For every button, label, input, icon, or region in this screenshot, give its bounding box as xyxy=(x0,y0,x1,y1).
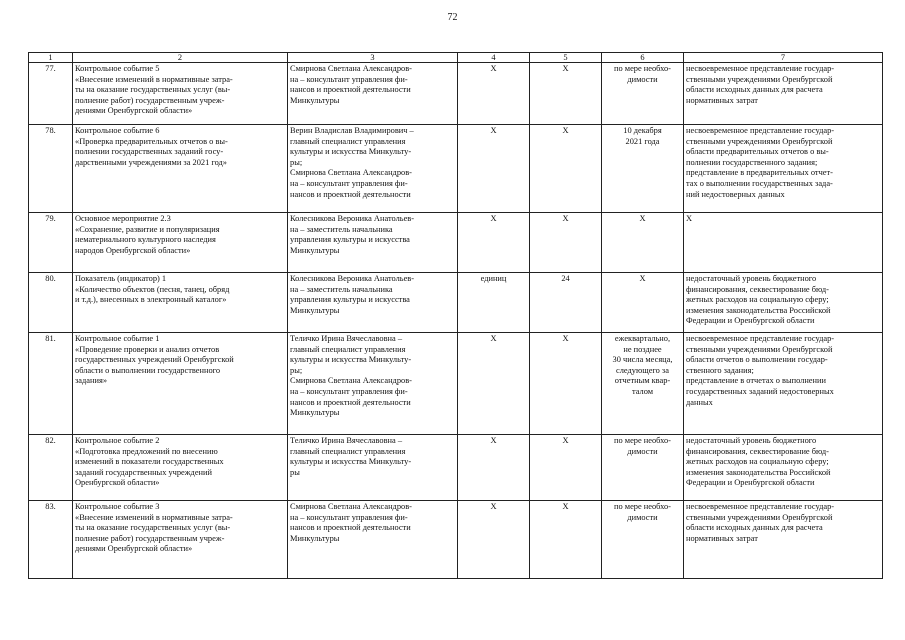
cell-line: дениями Оренбургской области» xyxy=(75,106,193,116)
cell-line: Контрольное событие 1 xyxy=(75,334,160,343)
column-header-6: 6 xyxy=(602,53,684,63)
cell-line: несвоевременное представление государ- xyxy=(686,502,835,511)
value-cell xyxy=(530,273,602,333)
cell-line: финансирования, секвестирование бюд- xyxy=(686,284,829,294)
responsible-cell xyxy=(288,333,458,435)
deadline-cell xyxy=(602,273,684,333)
cell-line: Федерации и Оренбургской области xyxy=(686,478,815,488)
cell-line: X xyxy=(562,214,569,223)
deadline-cell xyxy=(602,435,684,501)
plan-table xyxy=(28,52,883,579)
value-cell xyxy=(530,501,602,579)
column-header-3: 3 xyxy=(288,53,458,63)
cell-line: Основное мероприятие 2.3 xyxy=(75,214,171,223)
table-row xyxy=(29,435,883,501)
cell-line: X xyxy=(639,214,646,223)
cell-line: 24 xyxy=(561,274,570,283)
column-header-1: 1 xyxy=(29,53,73,63)
cell-line: Минкультуры xyxy=(290,305,340,315)
row-number: 79. xyxy=(29,213,73,273)
responsible-cell xyxy=(288,125,458,213)
risks-cell xyxy=(684,435,883,501)
event-cell xyxy=(73,333,288,435)
cell-line: Колесникова Вероника Анатольев- xyxy=(290,214,415,223)
cell-line: Контрольное событие 2 xyxy=(75,436,160,445)
cell-line: X xyxy=(562,502,569,511)
cell-line: «Подготовка предложений по внесению xyxy=(75,446,218,456)
cell-line: X xyxy=(490,502,497,511)
cell-line: культуры и искусства Минкульту- xyxy=(290,147,412,157)
column-header-7: 7 xyxy=(684,53,883,63)
event-cell xyxy=(73,213,288,273)
cell-line: «Проверка предварительных отчетов о вы- xyxy=(75,136,228,146)
table-row xyxy=(29,63,883,125)
cell-line: тах о выполнении государственных зада- xyxy=(686,178,833,188)
deadline-cell xyxy=(602,213,684,273)
cell-line: 2021 года xyxy=(625,136,660,146)
event-cell xyxy=(73,63,288,125)
cell-line: полнение работ) государственным учреж- xyxy=(75,95,225,105)
table-row xyxy=(29,273,883,333)
cell-line: X xyxy=(639,274,646,283)
cell-line: Минкультуры xyxy=(290,95,340,105)
cell-line: нематериального культурного наследия xyxy=(75,235,216,245)
cell-line: X xyxy=(490,214,497,223)
row-number: 78. xyxy=(29,125,73,213)
cell-line: на – консультант управления фи- xyxy=(290,74,408,84)
value-cell xyxy=(530,333,602,435)
risks-cell xyxy=(684,273,883,333)
cell-line: по мере необхо- xyxy=(614,436,671,445)
unit-cell xyxy=(458,125,530,213)
cell-line: ты на оказание государственных услуг (вы- xyxy=(75,523,231,533)
event-cell xyxy=(73,273,288,333)
risks-cell xyxy=(684,333,883,435)
cell-line: на – консультант управления фи- xyxy=(290,386,408,396)
cell-line: X xyxy=(562,64,569,73)
event-cell xyxy=(73,501,288,579)
table-row xyxy=(29,501,883,579)
cell-line: ры; xyxy=(290,365,303,375)
cell-line: на – консультант управления фи- xyxy=(290,512,408,522)
cell-line: народов Оренбургской области» xyxy=(75,245,191,255)
cell-line: единиц xyxy=(480,274,507,283)
cell-line: отчетным квар- xyxy=(614,376,671,386)
cell-line: «Внесение изменений в нормативные затра- xyxy=(75,74,233,84)
cell-line: финансирования, секвестирование бюд- xyxy=(686,446,829,456)
cell-line: 10 декабря xyxy=(623,126,662,135)
cell-line: области предварительных отчетов о вы- xyxy=(686,147,829,157)
column-header-5: 5 xyxy=(530,53,602,63)
row-number: 80. xyxy=(29,273,73,333)
cell-line: X xyxy=(490,334,497,343)
event-cell xyxy=(73,125,288,213)
cell-line: Контрольное событие 3 xyxy=(75,502,160,511)
cell-line: 30 числа месяца, xyxy=(612,355,673,365)
value-cell xyxy=(530,435,602,501)
cell-line: на – заместитель начальника xyxy=(290,284,393,294)
cell-line: Федерации и Оренбургской области xyxy=(686,316,815,326)
deadline-cell xyxy=(602,63,684,125)
cell-line: управления культуры и искусства xyxy=(290,295,410,305)
cell-line: ственными учреждениями Оренбургской xyxy=(686,74,833,84)
cell-line: несвоевременное представление государ- xyxy=(686,64,835,73)
cell-line: нормативных затрат xyxy=(686,95,758,105)
cell-line: жетных расходов на социальную сферу; xyxy=(686,457,829,467)
cell-line: дарственными учреждениями за 2021 год» xyxy=(75,157,227,167)
cell-line: нансов и проектной деятельности xyxy=(290,189,411,199)
deadline-cell xyxy=(602,501,684,579)
cell-line: управления культуры и искусства xyxy=(290,235,410,245)
cell-line: Смирнова Светлана Александров- xyxy=(290,502,412,511)
cell-line: димости xyxy=(627,512,658,522)
cell-line: несвоевременное представление государ- xyxy=(686,334,835,343)
cell-line: X xyxy=(490,126,497,135)
cell-line: следующего за xyxy=(616,365,669,375)
cell-line: по мере необхо- xyxy=(614,64,671,73)
cell-line: димости xyxy=(627,74,658,84)
cell-line: дениями Оренбургской области» xyxy=(75,544,193,554)
column-header-4: 4 xyxy=(458,53,530,63)
cell-line: полнении государственных заданий госу- xyxy=(75,147,224,157)
cell-line: Смирнова Светлана Александров- xyxy=(290,376,412,386)
cell-line: Контрольное событие 5 xyxy=(75,64,160,73)
cell-line: Колесникова Вероника Анатольев- xyxy=(290,274,415,283)
cell-line: «Внесение изменений в нормативные затра- xyxy=(75,512,233,522)
cell-line: недостаточный уровень бюджетного xyxy=(686,274,817,283)
cell-line: талом xyxy=(631,386,654,396)
unit-cell xyxy=(458,333,530,435)
cell-line: ственными учреждениями Оренбургской xyxy=(686,344,833,354)
unit-cell xyxy=(458,213,530,273)
cell-line: ры xyxy=(290,467,300,477)
risks-cell xyxy=(684,63,883,125)
cell-line: ственными учреждениями Оренбургской xyxy=(686,512,833,522)
cell-line: «Сохранение, развитие и популяризация xyxy=(75,224,220,234)
cell-line: области отчетов о выполнении государ- xyxy=(686,355,828,365)
cell-line: области исходных данных для расчета xyxy=(686,523,823,533)
unit-cell xyxy=(458,435,530,501)
cell-line: заданий государственных учреждений xyxy=(75,467,212,477)
table-row xyxy=(29,213,883,273)
cell-line: несвоевременное представление государ- xyxy=(686,126,835,135)
cell-line: димости xyxy=(627,446,658,456)
cell-line: нансов и проектной деятельности xyxy=(290,397,411,407)
cell-line: Оренбургской области» xyxy=(75,478,160,488)
cell-line: на – заместитель начальника xyxy=(290,224,393,234)
cell-line: «Проведение проверки и анализ отчетов xyxy=(75,344,220,354)
cell-line: нормативных затрат xyxy=(686,533,758,543)
row-number: 81. xyxy=(29,333,73,435)
cell-line: и т.д.), внесенных в электронный каталог» xyxy=(75,295,227,305)
cell-line: задания» xyxy=(75,376,108,386)
cell-line: недостаточный уровень бюджетного xyxy=(686,436,817,445)
cell-line: главный специалист управления xyxy=(290,136,406,146)
cell-line: не позднее xyxy=(623,344,662,354)
cell-line: Контрольное событие 6 xyxy=(75,126,160,135)
row-number: 83. xyxy=(29,501,73,579)
deadline-cell xyxy=(602,125,684,213)
cell-line: главный специалист управления xyxy=(290,344,406,354)
responsible-cell xyxy=(288,213,458,273)
risks-cell xyxy=(684,213,883,273)
cell-line: Показатель (индикатор) 1 xyxy=(75,274,167,283)
cell-line: представление в предварительных отчет- xyxy=(686,168,833,178)
cell-line: Смирнова Светлана Александров- xyxy=(290,168,412,178)
table-row xyxy=(29,333,883,435)
cell-line: X xyxy=(562,126,569,135)
responsible-cell xyxy=(288,273,458,333)
cell-line: Теличко Ирина Вячеславовна – xyxy=(290,436,403,445)
cell-line: ежеквартально, xyxy=(614,334,671,343)
cell-line: полнении государственного задания; xyxy=(686,157,818,167)
cell-line: изменений в показатели государственных xyxy=(75,457,224,467)
cell-line: жетных расходов на социальную сферу; xyxy=(686,295,829,305)
plan-table-body xyxy=(29,53,883,579)
risks-cell xyxy=(684,125,883,213)
cell-line: культуры и искусства Минкульту- xyxy=(290,457,412,467)
row-number: 82. xyxy=(29,435,73,501)
cell-line: «Количество объектов (песня, танец, обряд xyxy=(75,284,230,294)
row-number: 77. xyxy=(29,63,73,125)
value-cell xyxy=(530,63,602,125)
cell-line: X xyxy=(562,436,569,445)
deadline-cell xyxy=(602,333,684,435)
cell-line: Смирнова Светлана Александров- xyxy=(290,64,412,73)
cell-line: представление в отчетах о выполнении xyxy=(686,376,826,386)
cell-line: X xyxy=(490,64,497,73)
cell-line: ний недостоверных данных xyxy=(686,189,785,199)
cell-line: культуры и искусства Минкульту- xyxy=(290,355,412,365)
cell-line: ственными учреждениями Оренбургской xyxy=(686,136,833,146)
cell-line: Минкультуры xyxy=(290,245,340,255)
unit-cell xyxy=(458,63,530,125)
table-row xyxy=(29,125,883,213)
responsible-cell xyxy=(288,501,458,579)
cell-line: Минкультуры xyxy=(290,533,340,543)
risks-cell xyxy=(684,501,883,579)
cell-line: нансов и проектной деятельности xyxy=(290,523,411,533)
page-number: 72 xyxy=(447,12,458,23)
column-number-row xyxy=(29,53,883,63)
unit-cell xyxy=(458,501,530,579)
responsible-cell xyxy=(288,63,458,125)
cell-line: изменения законодательства Российской xyxy=(686,305,831,315)
cell-line: ры; xyxy=(290,157,303,167)
cell-line: изменения законодательства Российской xyxy=(686,467,831,477)
cell-line: Минкультуры xyxy=(290,408,340,418)
cell-line: нансов и проектной деятельности xyxy=(290,85,411,95)
cell-line: Верин Владислав Владимирович – xyxy=(290,126,414,135)
cell-line: данных xyxy=(686,397,713,407)
cell-line: X xyxy=(562,334,569,343)
cell-line: государственных заданий недостоверных xyxy=(686,386,834,396)
unit-cell xyxy=(458,273,530,333)
cell-line: государственных учреждений Оренбургской xyxy=(75,355,234,365)
cell-line: ственного задания; xyxy=(686,365,754,375)
cell-line: Теличко Ирина Вячеславовна – xyxy=(290,334,403,343)
value-cell xyxy=(530,125,602,213)
cell-line: полнение работ) государственным учреж- xyxy=(75,533,225,543)
cell-line: на – консультант управления фи- xyxy=(290,178,408,188)
event-cell xyxy=(73,435,288,501)
cell-line: области исходных данных для расчета xyxy=(686,85,823,95)
value-cell xyxy=(530,213,602,273)
cell-line: X xyxy=(490,436,497,445)
cell-line: ты на оказание государственных услуг (вы- xyxy=(75,85,231,95)
responsible-cell xyxy=(288,435,458,501)
cell-line: области о выполнении государственного xyxy=(75,365,221,375)
column-header-2: 2 xyxy=(73,53,288,63)
cell-line: главный специалист управления xyxy=(290,446,406,456)
cell-line: X xyxy=(686,214,693,223)
cell-line: по мере необхо- xyxy=(614,502,671,511)
